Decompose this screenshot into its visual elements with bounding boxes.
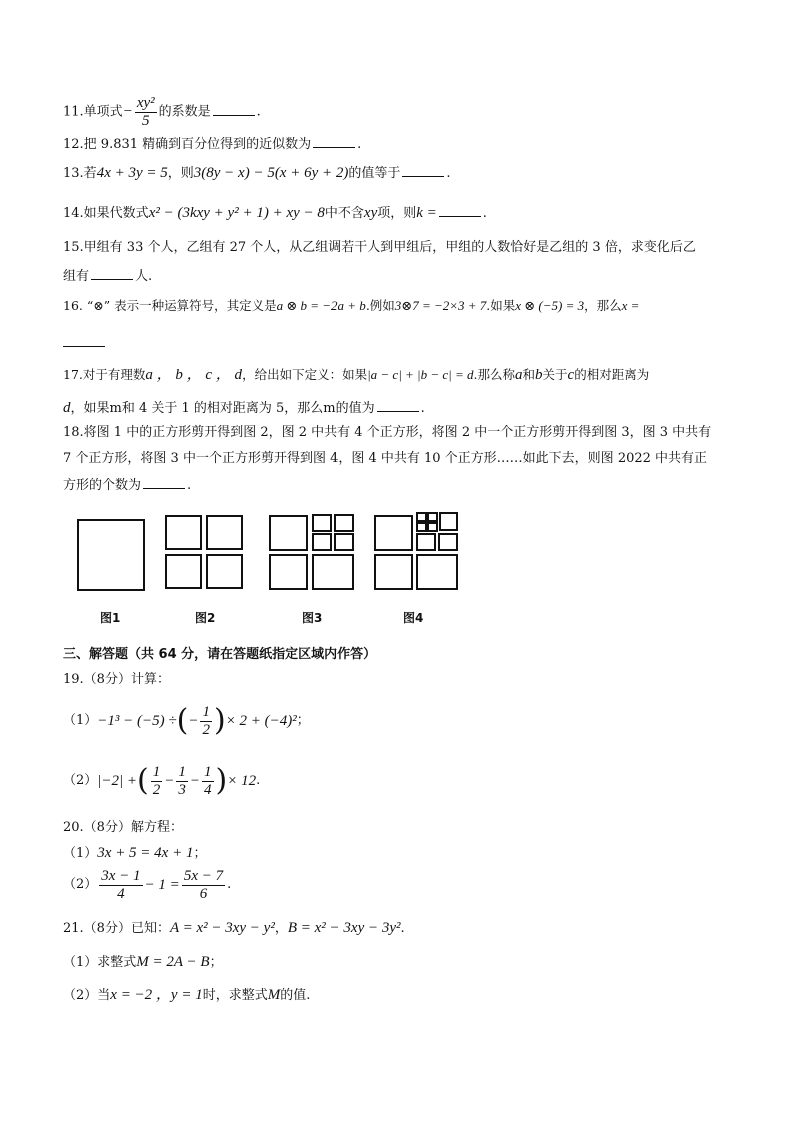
answer-blank [63,334,105,347]
fig4-square [440,513,457,530]
fig3-square [313,534,331,550]
fig4-square [417,513,426,521]
question-19-part2: （2） |−2| + ( $\frac{1}{2}$ − $\frac{1}{3}$ − $\frac{1}{4}$ ) × 12 . [63,763,261,798]
question-21-part2: （2）当x = −2 ，y = 1时，求整式M的值. [63,987,311,1003]
fig4-square [417,555,457,589]
figure-caption: 图2 [195,611,216,625]
squares-diagram [70,508,490,608]
answer-blank [213,103,255,116]
question-20-part2: （2） $\frac{3x - 1}{4}$ − 1 = $\frac{5x - 7}{6}$ . [63,868,232,902]
question-21-title: 21.（8分）已知：A = x² − 3xy − y²，B = x² − 3xy − 3y². [63,920,405,936]
question-18: 18.将图 1 中的正方形剪开得到图 2，图 2 中共有 4 个正方形，将图 2 中一个正方形剪开得到图 3，图 3 中共有 [63,425,712,440]
q11-fraction: $\frac{\text{xy²}}{5}$ [136,95,155,129]
question-20-title: 20.（8分）解方程： [63,820,183,835]
question-20-part1: （1）3x + 5 = 4x + 1； [63,845,207,861]
figure-caption: 图1 [100,611,121,625]
question-18-line3: 方形的个数为 . [63,478,192,493]
fig2-square [207,516,242,549]
answer-blank [143,476,185,489]
answer-blank [91,267,133,280]
fraction: $\frac{1}{2}$ [202,704,210,738]
answer-blank [402,164,444,177]
fig2-square [166,555,201,588]
question-17: 17.对于有理数a ， b ， c ， d，给出如下定义：如果|a − c| + |b − c| = d.那么称a和b关于c的相对距离为 [63,367,650,383]
square-figures [70,508,490,633]
question-19-title: 19.（8分）计算： [63,672,170,687]
fig4-square [375,555,412,589]
fig3-square [335,534,353,550]
question-18-line2: 7 个正方形，将图 3 中一个正方形剪开得到图 4，图 4 中共有 10 个正方形……如此下去，则图 2022 中共有正 [63,451,708,466]
question-15: 15.甲组有 33 个人，乙组有 27 个人，从乙组调若干人到甲组后，甲组的人数恰好是乙组的 3 倍，求变化后乙 [63,240,696,255]
fig2-square [166,516,201,549]
fig4-square [428,513,437,521]
q13-expression: 3(8y − x) − 5(x + 6y + 2) [193,165,349,181]
question-21-part1: （1）求整式M = 2A − B； [63,954,223,970]
fig1-square [78,520,144,590]
question-13: 13.若4x + 3y = 5，则3(8y − x) − 5(x + 6y + 2)的值等于 . [63,165,451,181]
question-16: 16. “⊗” 表示一种运算符号，其定义是a ⊗ b = −2a + b.例如3⊗7 = −2×3 + 7.如果x ⊗ (−5) = 3，那么x = [63,298,640,313]
question-16-line2 [63,334,107,352]
fig4-square [375,516,412,550]
fig4-square [439,534,457,550]
fig3-square [270,555,307,589]
q14-expression: x² − (3kxy + y² + 1) + xy − 8 [148,205,325,221]
fig3-square [313,555,353,589]
fig4-square [417,534,435,550]
section-3-title: 三、解答题（共 64 分，请在答题纸指定区域内作答） [63,647,377,662]
question-17-line2: d，如果m和 4 关于 1 的相对距离为 5，那么m的值为 . [63,400,425,416]
answer-blank [377,399,419,412]
question-19-part1: （1） −1³ − (−5) ÷ ( − $\frac{1}{2}$ ) × 2 + (−4)² ； [63,703,310,738]
fig3-square [335,515,353,531]
fig4-square [417,523,426,531]
question-15-line2: 组有 人. [63,269,153,284]
answer-blank [313,135,355,148]
fig4-square [428,523,437,531]
question-11: 11.单项式− $\frac{\text{xy²}}{5}$ 的系数是 . [63,95,261,129]
fig3-square [270,516,307,550]
question-12: 12.把 9.831 精确到百分位得到的近似数为 . [63,137,362,152]
q11-minus: − [122,103,133,120]
figure-caption: 图3 [302,611,323,625]
fig2-square [207,555,242,588]
q13-condition: 4x + 3y = 5 [96,165,168,181]
question-14: 14.如果代数式x² − (3kxy + y² + 1) + xy − 8中不含xy项，则k = . [63,205,487,221]
answer-blank [439,204,481,217]
fig3-square [313,515,331,531]
figure-caption: 图4 [403,611,424,625]
q11-prefix: 11.单项式 [63,104,123,120]
